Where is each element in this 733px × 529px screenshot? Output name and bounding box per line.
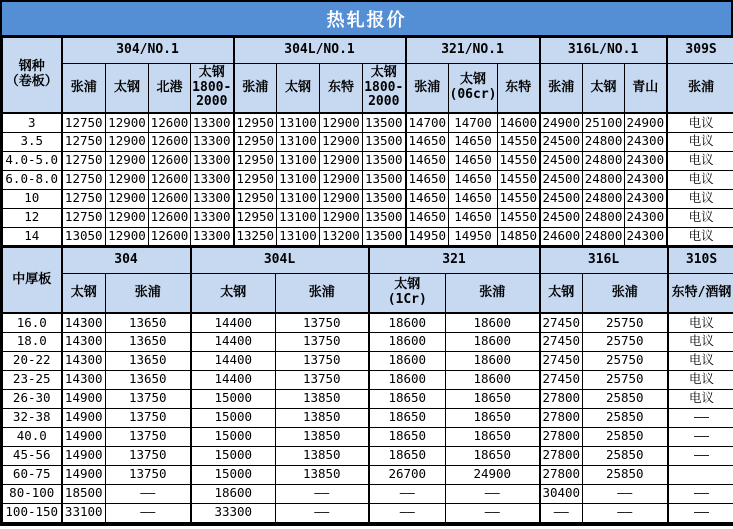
price-row <box>3 351 733 370</box>
price-cell: 13500 <box>363 132 406 151</box>
price-cell: 13300 <box>191 227 234 246</box>
price-cell: 电议 <box>667 151 733 170</box>
price-cell: 13500 <box>363 189 406 208</box>
price-cell: 13750 <box>276 370 369 389</box>
price-cell: —— <box>583 503 668 522</box>
price-cell: 12900 <box>320 132 363 151</box>
price-cell <box>668 465 733 484</box>
price-cell: 24800 <box>583 227 625 246</box>
price-cell: 14400 <box>191 313 276 332</box>
price-cell: 18650 <box>446 446 540 465</box>
thickness-label: 16.0 <box>3 313 62 332</box>
price-cell: 12950 <box>234 189 277 208</box>
price-cell: 30400 <box>540 484 583 503</box>
price-cell: 14850 <box>498 227 540 246</box>
price-cell: 12900 <box>106 170 149 189</box>
price-cell: 27800 <box>540 427 583 446</box>
price-cell: 27800 <box>540 389 583 408</box>
mill-header-row <box>3 64 733 114</box>
price-cell: —— <box>668 503 733 522</box>
price-cell: 12950 <box>234 208 277 227</box>
thickness-label: 23-25 <box>3 370 62 389</box>
mill-header: 东特 <box>498 64 540 114</box>
price-row <box>3 170 733 189</box>
price-cell: 14300 <box>62 370 106 389</box>
price-cell: 14650 <box>449 189 498 208</box>
price-cell: 18600 <box>446 370 540 389</box>
price-cell: 13650 <box>106 332 191 351</box>
price-cell: 24600 <box>540 227 583 246</box>
price-cell: 18650 <box>446 389 540 408</box>
price-cell: 24900 <box>446 465 540 484</box>
price-row <box>3 151 733 170</box>
price-cell: —— <box>583 484 668 503</box>
price-cell: 18600 <box>191 484 276 503</box>
thickness-label: 6.0-8.0 <box>3 170 62 189</box>
price-cell: 14550 <box>498 189 540 208</box>
price-cell: 24500 <box>540 208 583 227</box>
price-row <box>3 113 733 132</box>
price-cell: 12750 <box>62 189 106 208</box>
price-cell: 电议 <box>667 170 733 189</box>
price-cell: —— <box>668 446 733 465</box>
price-cell: 18500 <box>62 484 106 503</box>
mill-header: 张浦 <box>276 274 369 314</box>
price-cell: 27450 <box>540 370 583 389</box>
mill-header: 太钢 1800- 2000 <box>363 64 406 114</box>
price-row <box>3 132 733 151</box>
price-row <box>3 389 733 408</box>
price-cell: 13500 <box>363 113 406 132</box>
price-cell: 13100 <box>277 113 320 132</box>
price-cell: 12900 <box>106 151 149 170</box>
price-cell: 12950 <box>234 170 277 189</box>
price-cell: 18650 <box>369 389 446 408</box>
price-cell: 14650 <box>406 208 449 227</box>
price-cell: 14700 <box>406 113 449 132</box>
mill-header: 张浦 <box>234 64 277 114</box>
price-cell: 13300 <box>191 189 234 208</box>
price-cell: 33300 <box>191 503 276 522</box>
price-cell: 12750 <box>62 151 106 170</box>
price-cell: 14550 <box>498 132 540 151</box>
thickness-label: 3 <box>3 113 62 132</box>
price-cell: 13650 <box>106 351 191 370</box>
price-cell: 14900 <box>62 427 106 446</box>
price-cell: 24300 <box>625 132 667 151</box>
price-cell: 13100 <box>277 208 320 227</box>
grade-header: 310S <box>668 248 733 274</box>
price-cell: 14900 <box>62 408 106 427</box>
price-cell: 14300 <box>62 313 106 332</box>
price-cell: 12600 <box>149 189 191 208</box>
grade-header: 321/NO.1 <box>406 38 540 64</box>
price-cell: 24800 <box>583 132 625 151</box>
plate-price-table <box>2 247 733 523</box>
price-cell: 13050 <box>62 227 106 246</box>
corner-cell: 钢种 （卷板） <box>3 38 62 114</box>
price-cell: 13850 <box>276 389 369 408</box>
price-cell: 13300 <box>191 113 234 132</box>
mill-header: 太钢 <box>62 274 106 314</box>
price-cell: 13100 <box>277 170 320 189</box>
sheet-title: 热轧报价 <box>2 2 731 37</box>
price-cell: 13750 <box>106 389 191 408</box>
price-cell: 25750 <box>583 313 668 332</box>
price-cell: 13650 <box>106 370 191 389</box>
price-cell: 14650 <box>449 132 498 151</box>
price-cell: 14650 <box>406 151 449 170</box>
price-cell: 25750 <box>583 351 668 370</box>
price-row <box>3 370 733 389</box>
price-cell: 24300 <box>625 151 667 170</box>
price-cell: 18650 <box>446 427 540 446</box>
price-cell: 12900 <box>106 113 149 132</box>
price-cell: 12900 <box>320 208 363 227</box>
mill-header: 张浦 <box>106 274 191 314</box>
price-cell: 13850 <box>276 465 369 484</box>
price-cell: 14300 <box>62 351 106 370</box>
price-cell: 13500 <box>363 170 406 189</box>
price-cell: 24300 <box>625 208 667 227</box>
grade-header: 304 <box>62 248 191 274</box>
price-cell: 13300 <box>191 170 234 189</box>
price-cell: 电议 <box>667 227 733 246</box>
price-cell: 12600 <box>149 170 191 189</box>
grade-header-row <box>3 38 733 64</box>
price-cell: 18600 <box>369 332 446 351</box>
price-cell: 15000 <box>191 389 276 408</box>
price-cell: 27450 <box>540 332 583 351</box>
price-cell: 13850 <box>276 446 369 465</box>
coil-table-header <box>3 38 733 114</box>
price-cell: 24500 <box>540 189 583 208</box>
price-cell: 18600 <box>369 370 446 389</box>
price-cell: 15000 <box>191 446 276 465</box>
price-cell: 13250 <box>234 227 277 246</box>
price-cell: 18650 <box>369 408 446 427</box>
price-cell: —— <box>668 408 733 427</box>
price-cell: 14650 <box>449 151 498 170</box>
price-cell: 14950 <box>406 227 449 246</box>
price-cell: 电议 <box>667 208 733 227</box>
price-cell: 12600 <box>149 227 191 246</box>
price-cell: 电议 <box>667 189 733 208</box>
mill-header: 北港 <box>149 64 191 114</box>
price-cell: 24500 <box>540 132 583 151</box>
price-cell: 14700 <box>449 113 498 132</box>
price-cell: 13750 <box>106 465 191 484</box>
price-cell: 电议 <box>667 113 733 132</box>
price-cell: 12600 <box>149 151 191 170</box>
corner-cell: 中厚板 <box>3 248 62 314</box>
thickness-label: 60-75 <box>3 465 62 484</box>
price-cell: 26700 <box>369 465 446 484</box>
price-cell: 25850 <box>583 389 668 408</box>
price-cell: 18600 <box>369 313 446 332</box>
thickness-label: 45-56 <box>3 446 62 465</box>
price-cell: 13850 <box>276 427 369 446</box>
price-cell: 18600 <box>446 332 540 351</box>
price-cell: 14650 <box>449 208 498 227</box>
price-cell: 24500 <box>540 170 583 189</box>
thickness-label: 26-30 <box>3 389 62 408</box>
price-cell: 33100 <box>62 503 106 522</box>
price-cell: 12950 <box>234 151 277 170</box>
price-cell: 12950 <box>234 132 277 151</box>
price-cell: 15000 <box>191 408 276 427</box>
price-cell: 14950 <box>449 227 498 246</box>
price-cell: 18650 <box>369 427 446 446</box>
price-cell: 27800 <box>540 408 583 427</box>
price-cell: 18650 <box>446 408 540 427</box>
price-cell: 14600 <box>498 113 540 132</box>
price-cell: 18600 <box>446 351 540 370</box>
price-cell: 14550 <box>498 208 540 227</box>
price-cell: 12600 <box>149 132 191 151</box>
grade-header: 304L/NO.1 <box>234 38 406 64</box>
mill-header: 张浦 <box>583 274 668 314</box>
price-cell: 14400 <box>191 370 276 389</box>
price-cell: 18650 <box>369 446 446 465</box>
price-cell: 电议 <box>668 313 733 332</box>
coil-price-table <box>2 37 733 247</box>
price-row <box>3 446 733 465</box>
price-cell: 12750 <box>62 132 106 151</box>
price-cell: 14650 <box>449 170 498 189</box>
price-cell: 电议 <box>667 132 733 151</box>
price-cell: 12750 <box>62 208 106 227</box>
price-cell: 14650 <box>406 170 449 189</box>
price-cell: 24300 <box>625 227 667 246</box>
grade-header-row <box>3 248 733 274</box>
price-cell: 15000 <box>191 465 276 484</box>
price-cell: 14900 <box>62 446 106 465</box>
price-cell: 14400 <box>191 332 276 351</box>
mill-header: 张浦 <box>406 64 449 114</box>
mill-header: 东特 <box>320 64 363 114</box>
price-cell: 13500 <box>363 227 406 246</box>
price-cell: 25750 <box>583 370 668 389</box>
price-cell: 13500 <box>363 208 406 227</box>
thickness-label: 10 <box>3 189 62 208</box>
price-cell: 13750 <box>276 313 369 332</box>
price-cell: 12750 <box>62 170 106 189</box>
price-cell: 18600 <box>446 313 540 332</box>
price-row <box>3 465 733 484</box>
price-row <box>3 208 733 227</box>
price-cell: —— <box>446 503 540 522</box>
price-cell: 电议 <box>668 389 733 408</box>
price-cell: 12600 <box>149 208 191 227</box>
price-row <box>3 427 733 446</box>
price-cell: —— <box>446 484 540 503</box>
price-cell: 13750 <box>106 408 191 427</box>
grade-header: 304/NO.1 <box>62 38 234 64</box>
price-cell: 14900 <box>62 465 106 484</box>
price-cell: 13100 <box>277 189 320 208</box>
price-cell: 13100 <box>277 151 320 170</box>
price-cell: 25850 <box>583 427 668 446</box>
price-cell: 24300 <box>625 170 667 189</box>
thickness-label: 40.0 <box>3 427 62 446</box>
coil-table-body <box>3 113 733 246</box>
price-cell: 14650 <box>406 189 449 208</box>
thickness-label: 14 <box>3 227 62 246</box>
grade-header: 316L <box>540 248 668 274</box>
plate-table-body <box>3 313 733 522</box>
price-cell: 24300 <box>625 189 667 208</box>
thickness-label: 3.5 <box>3 132 62 151</box>
price-cell: —— <box>106 503 191 522</box>
price-cell: 15000 <box>191 427 276 446</box>
grade-header: 304L <box>191 248 369 274</box>
thickness-label: 20-22 <box>3 351 62 370</box>
price-row <box>3 189 733 208</box>
thickness-label: 4.0-5.0 <box>3 151 62 170</box>
price-cell: —— <box>369 503 446 522</box>
mill-header: 张浦 <box>667 64 733 114</box>
price-cell: 12900 <box>106 208 149 227</box>
price-cell: 25850 <box>583 446 668 465</box>
mill-header-row <box>3 274 733 314</box>
price-cell: —— <box>668 484 733 503</box>
price-cell: 13100 <box>277 132 320 151</box>
price-cell: 13850 <box>276 408 369 427</box>
price-cell: 13300 <box>191 132 234 151</box>
price-cell: 12600 <box>149 113 191 132</box>
price-cell: —— <box>106 484 191 503</box>
price-cell: 27800 <box>540 446 583 465</box>
price-cell: 13300 <box>191 151 234 170</box>
price-cell: 12900 <box>106 189 149 208</box>
price-cell: 14400 <box>191 351 276 370</box>
thickness-label: 32-38 <box>3 408 62 427</box>
price-cell: 电议 <box>668 332 733 351</box>
mill-header: 青山 <box>625 64 667 114</box>
price-cell: 25850 <box>583 408 668 427</box>
thickness-label: 100-150 <box>3 503 62 522</box>
price-cell: 12750 <box>62 113 106 132</box>
price-cell: 12900 <box>320 189 363 208</box>
price-cell: 14650 <box>406 132 449 151</box>
mill-header: 张浦 <box>62 64 106 114</box>
price-cell: 25850 <box>583 465 668 484</box>
price-cell: 12900 <box>320 113 363 132</box>
price-cell: 12900 <box>320 151 363 170</box>
price-cell: 13500 <box>363 151 406 170</box>
price-cell: —— <box>276 503 369 522</box>
mill-header: 太钢 (06cr) <box>449 64 498 114</box>
price-row <box>3 332 733 351</box>
price-cell: 25100 <box>583 113 625 132</box>
price-cell: 13200 <box>320 227 363 246</box>
price-row <box>3 313 733 332</box>
grade-header: 321 <box>369 248 540 274</box>
thickness-label: 18.0 <box>3 332 62 351</box>
price-cell: 27450 <box>540 351 583 370</box>
price-cell: —— <box>668 427 733 446</box>
grade-header: 309S <box>667 38 733 64</box>
mill-header: 太钢 <box>583 64 625 114</box>
price-cell: 27800 <box>540 465 583 484</box>
price-cell: —— <box>276 484 369 503</box>
mill-header: 太钢 <box>106 64 149 114</box>
price-cell: 24500 <box>540 151 583 170</box>
price-row <box>3 503 733 522</box>
price-cell: 14550 <box>498 151 540 170</box>
price-cell: 13750 <box>276 332 369 351</box>
price-cell: 24900 <box>540 113 583 132</box>
price-cell: 18600 <box>369 351 446 370</box>
price-row <box>3 408 733 427</box>
price-cell: 14300 <box>62 332 106 351</box>
mill-header: 太钢 1800- 2000 <box>191 64 234 114</box>
price-cell: 13750 <box>106 427 191 446</box>
price-cell: 电议 <box>668 370 733 389</box>
price-cell: 24800 <box>583 189 625 208</box>
price-cell: 14900 <box>62 389 106 408</box>
price-cell: 13750 <box>106 446 191 465</box>
price-row <box>3 227 733 246</box>
grade-header: 316L/NO.1 <box>540 38 667 64</box>
mill-header: 太钢 <box>540 274 583 314</box>
price-cell: 24900 <box>625 113 667 132</box>
price-cell: —— <box>369 484 446 503</box>
price-cell: 14550 <box>498 170 540 189</box>
price-cell: 12900 <box>106 227 149 246</box>
mill-header: 张浦 <box>540 64 583 114</box>
price-cell: 12900 <box>320 170 363 189</box>
price-cell: 13100 <box>277 227 320 246</box>
plate-table-header <box>3 248 733 314</box>
price-cell: 13650 <box>106 313 191 332</box>
price-cell: 电议 <box>668 351 733 370</box>
mill-header: 太钢 (1Cr) <box>369 274 446 314</box>
price-row <box>3 484 733 503</box>
mill-header: 太钢 <box>191 274 276 314</box>
price-cell: 24800 <box>583 151 625 170</box>
mill-header: 太钢 <box>277 64 320 114</box>
price-cell: 12900 <box>106 132 149 151</box>
price-cell: 24800 <box>583 208 625 227</box>
price-cell: —— <box>540 503 583 522</box>
mill-header: 张浦 <box>446 274 540 314</box>
price-cell: 12950 <box>234 113 277 132</box>
thickness-label: 12 <box>3 208 62 227</box>
price-cell: 27450 <box>540 313 583 332</box>
price-cell: 25750 <box>583 332 668 351</box>
price-cell: 24800 <box>583 170 625 189</box>
mill-header: 东特/酒钢 <box>668 274 733 314</box>
price-cell: 13300 <box>191 208 234 227</box>
price-cell: 13750 <box>276 351 369 370</box>
thickness-label: 80-100 <box>3 484 62 503</box>
